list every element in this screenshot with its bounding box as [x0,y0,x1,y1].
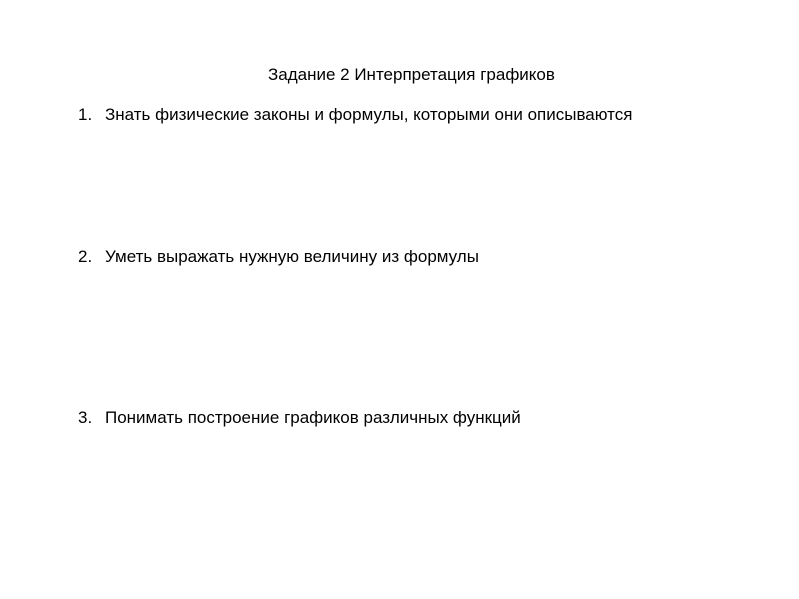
list-item-number: 3. [78,408,93,427]
list-item-text: Уметь выражать нужную величину из формулы [105,247,479,266]
list-item-text: Понимать построение графиков различных функций [105,408,521,427]
list-item [78,407,521,429]
list-item-number: 1. [78,105,93,124]
list-item-text: Знать физические законы и формулы, которыми они описываются [105,105,633,124]
list-item-number: 2. [78,247,93,266]
slide-title: Задание 2 Интерпретация графиков [268,65,555,84]
list-item [78,246,479,268]
list-item [78,104,632,126]
